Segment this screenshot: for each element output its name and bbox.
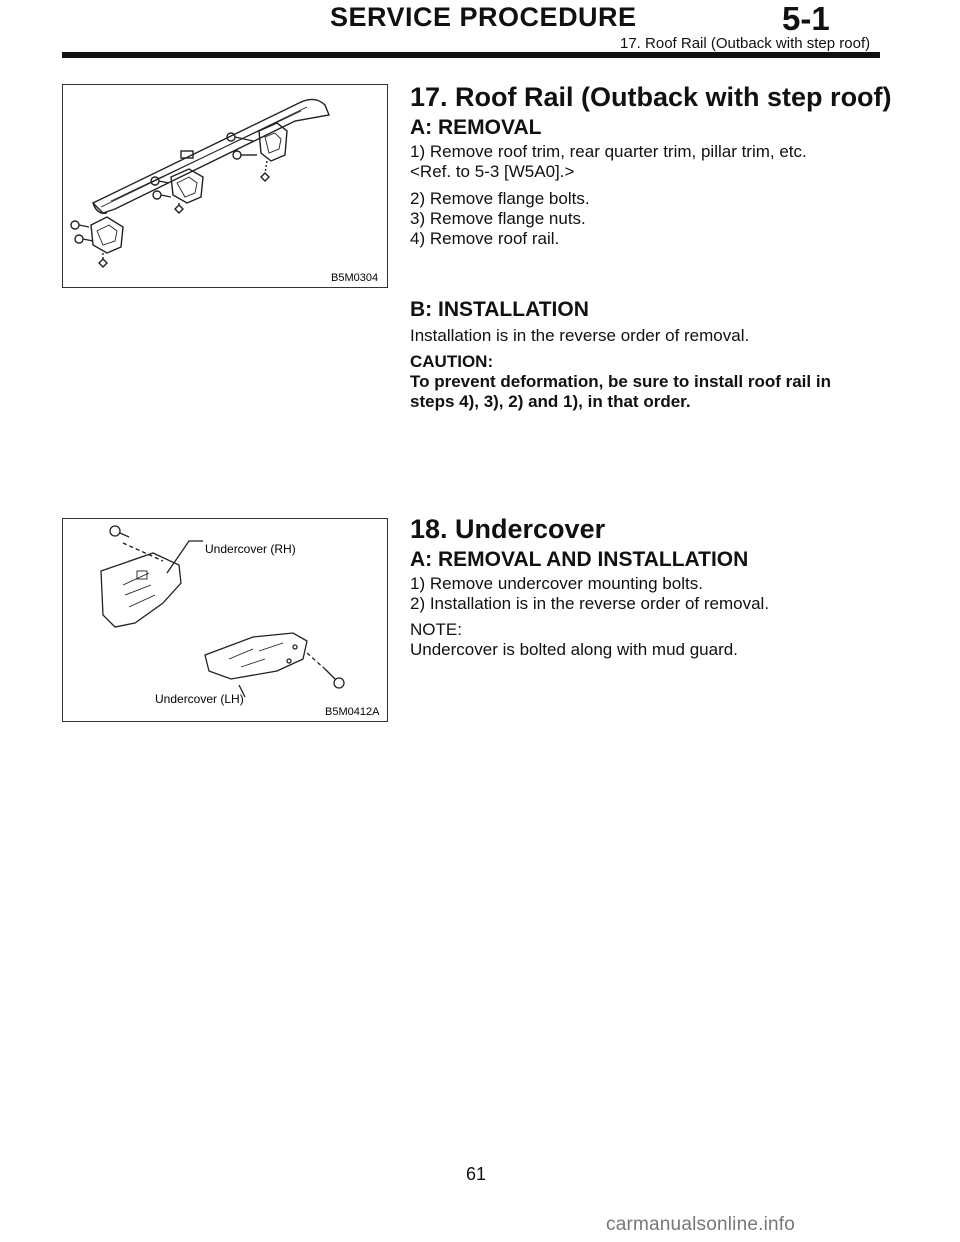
section-18-heading: 18. Undercover: [410, 514, 606, 544]
section-17-heading: 17. Roof Rail (Outback with step roof): [410, 82, 892, 112]
roof-rail-diagram: [63, 85, 387, 287]
installation-heading: B: INSTALLATION: [410, 298, 589, 321]
undercover-lh-label: Undercover (LH): [155, 692, 244, 706]
undercover-figure: [62, 518, 388, 722]
installation-text: Installation is in the reverse order of removal.: [410, 326, 750, 345]
note-label: NOTE:: [410, 620, 462, 639]
section-code: 5-1: [782, 0, 830, 37]
removal-step-3: 3) Remove flange nuts.: [410, 209, 586, 228]
watermark: carmanualsonline.info: [606, 1214, 796, 1235]
undercover-rh-label: Undercover (RH): [205, 542, 296, 556]
caution-line-2: steps 4), 3), 2) and 1), in that order.: [410, 392, 691, 411]
removal-installation-heading: A: REMOVAL AND INSTALLATION: [410, 548, 749, 571]
removal-step-1-line-2: <Ref. to 5-3 [W5A0].>: [410, 162, 575, 181]
page-number: 61: [466, 1164, 487, 1184]
figure-id: B5M0412A: [325, 706, 380, 718]
removal-step-4: 4) Remove roof rail.: [410, 229, 560, 248]
figure-id: B5M0304: [331, 272, 379, 284]
caution-line-1: To prevent deformation, be sure to install roof rail in: [410, 372, 831, 391]
removal-step-1-line-1: 1) Remove roof trim, rear quarter trim, pillar trim, etc.: [410, 142, 807, 161]
removal-step-2: 2) Remove flange bolts.: [410, 189, 590, 208]
caution-label: CAUTION:: [410, 352, 494, 371]
removal-heading: A: REMOVAL: [410, 116, 542, 139]
undercover-step-2: 2) Installation is in the reverse order of removal.: [410, 594, 770, 613]
header-rule: [62, 52, 880, 58]
note-text: Undercover is bolted along with mud guard.: [410, 640, 738, 659]
roof-rail-figure: [62, 84, 388, 288]
header-subtitle: 17. Roof Rail (Outback with step roof): [620, 35, 871, 52]
undercover-step-1: 1) Remove undercover mounting bolts.: [410, 574, 703, 593]
undercover-diagram: [63, 519, 387, 721]
header-title: SERVICE PROCEDURE: [330, 2, 637, 32]
